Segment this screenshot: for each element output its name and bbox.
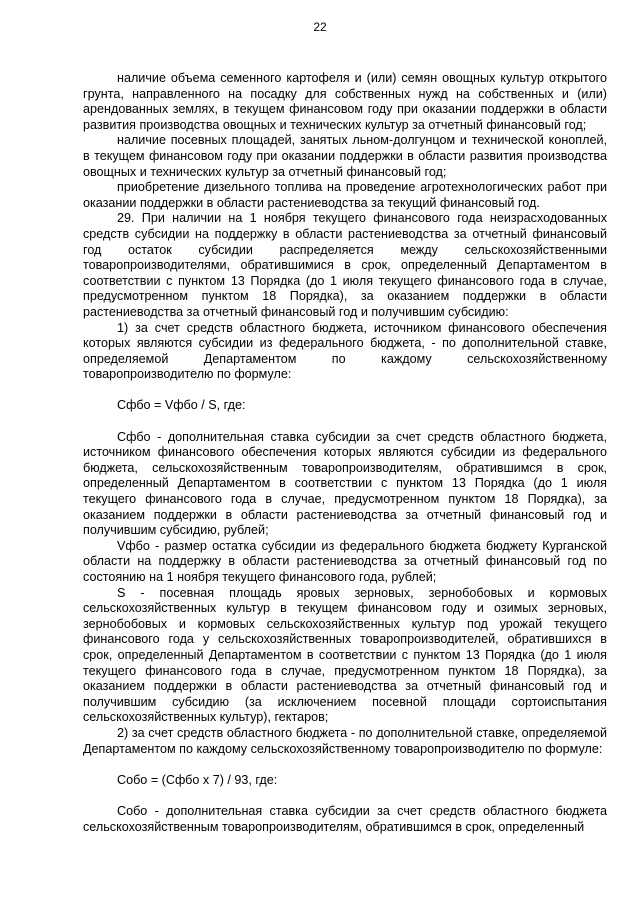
formula: Собо = (Сфбо х 7) / 93, где: <box>117 772 278 787</box>
paragraph: приобретение дизельного топлива на проведение агротехнологических работ при оказании поддержки в области растениеводства за текущий финансовый год. <box>83 180 607 210</box>
paragraph: Vфбо - размер остатка субсидии из федерального бюджета бюджету Курганской области на поддержку в области растениеводства за отчетный финансовый год по состоянию на 1 ноября текущего финансового года, рублей; <box>83 538 607 584</box>
document-body <box>83 71 607 835</box>
paragraph: наличие посевных площадей, занятых льном-долгунцом и технической коноплей, в текущем финансовом году при оказании поддержки в области развития производства овощных и технических культур за отчетный финансовый год; <box>83 133 607 179</box>
paragraph: наличие объема семенного картофеля и (или) семян овощных культур открытого грунта, направленного на посадку для собственных нужд на собственных и (или) арендованных землях, в текущем финансовом году при оказании поддержки в области развития производства овощных и технических культур за отчетный финансовый год; <box>83 71 607 132</box>
paragraph: 29. При наличии на 1 ноября текущего финансового года неизрасходованных средств субсидии на поддержку в области растениеводства за отчетный финансовый год остаток субсидии распределяется между сельскохозяйственными товаропроизводителями, обратившимися в срок, определенный Департаментом в соответствии с пунктом 13 Порядка (до 1 июля текущего финансового года в случае, предусмотренном пунктом 18 Порядка), за оказанием поддержки в области растениеводства за отчетный финансовый год и получившим субсидию: <box>83 211 607 319</box>
formula: Сфбо = Vфбо / S, где: <box>117 398 246 413</box>
paragraph: S - посевная площадь яровых зерновых, зернобобовых и кормовых сельскохозяйственных культур в текущем финансовом году и озимых зерновых, зернобобовых и кормовых сельскохозяйственных культур под урожай текущего финансового года у сельскохозяйственных товаропроизводителей, обратившихся в срок, определенный Департаментом в соответствии с пунктом 13 Порядка (до 1 июля текущего финансового года в случае, предусмотренном пунктом 18 Порядка), за оказанием поддержки в области растениеводства за отчетный финансовый год и получившим субсидию (за исключением посевной площади сортоиспытания сельскохозяйственных культур), гектаров; <box>83 585 607 725</box>
paragraph: 2) за счет средств областного бюджета - по дополнительной ставке, определяемой Департаментом по каждому сельскохозяйственному товаропроизводителю по формуле: <box>83 725 607 756</box>
page-number: 22 <box>313 20 327 34</box>
paragraph: 1) за счет средств областного бюджета, источником финансового обеспечения которых являются субсидии из федерального бюджета, - по дополнительной ставке, определяемой Департаментом по каждому сельскохозяйственному товаропроизводителю по формуле: <box>83 320 607 382</box>
paragraph: Сфбо - дополнительная ставка субсидии за счет средств областного бюджета, источником финансового обеспечения которых являются субсидии из федерального бюджета, сельскохозяйственным товаропроизводителям, обратившимся в срок, определенный Департаментом в соответствии с пунктом 13 Порядка (до 1 июля текущего финансового года в случае, предусмотренном пунктом 18 Порядка), за оказанием поддержки в области растениеводства за отчетный финансовый год и получившим субсидию, рублей; <box>83 429 607 538</box>
paragraph: Собо - дополнительная ставка субсидии за счет средств областного бюджета сельскохозяйственным товаропроизводителям, обратившимся в срок, определенный <box>83 803 607 834</box>
